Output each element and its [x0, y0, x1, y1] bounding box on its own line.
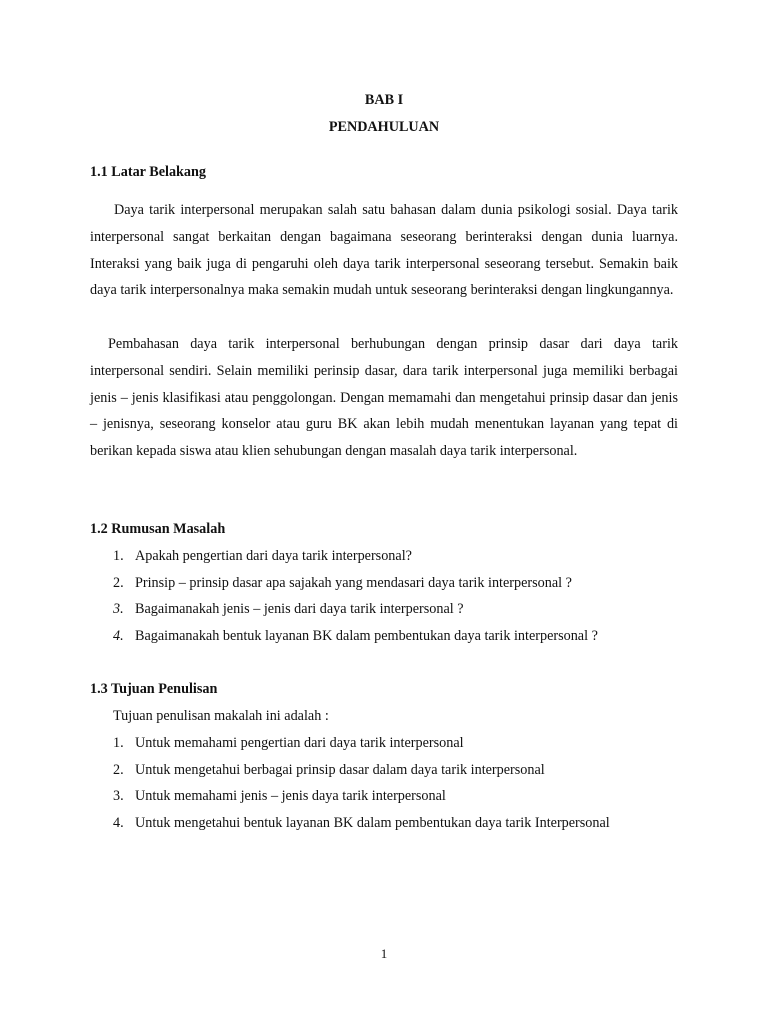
- purpose-intro: Tujuan penulisan makalah ini adalah :: [113, 708, 329, 724]
- section-heading-tujuan-penulisan: 1.3 Tujuan Penulisan: [90, 681, 218, 697]
- chapter-title: PENDAHULUAN: [328, 119, 440, 135]
- list-item: [113, 623, 598, 650]
- list-item: [113, 543, 598, 570]
- problem-list: [113, 543, 598, 649]
- list-text: Untuk mengetahui berbagai prinsip dasar dalam daya tarik interpersonal: [135, 761, 545, 778]
- list-item: [113, 730, 610, 757]
- list-number: 1.: [113, 735, 124, 751]
- list-number: 3.: [113, 601, 124, 618]
- list-item: [113, 757, 610, 784]
- list-text: Untuk memahami jenis – jenis daya tarik interpersonal: [135, 788, 446, 805]
- list-number: 4.: [113, 627, 124, 644]
- list-text: Prinsip – prinsip dasar apa sajakah yang mendasari daya tarik interpersonal ?: [135, 574, 572, 591]
- list-text: Untuk memahami pengertian dari daya tarik interpersonal: [135, 735, 464, 751]
- list-item: [113, 570, 598, 597]
- list-item: [113, 596, 598, 623]
- paragraph-1: Daya tarik interpersonal merupakan salah satu bahasan dalam dunia psikologi sosial. Daya tarik interpersonal sangat berkaitan dengan bagaimana seseorang berinteraksi dengan dunia luarnya. Interaksi yang baik juga di pengaruhi oleh daya tarik interpersonal seseorang tersebut. Semakin baik daya tarik interpersonalnya maka semakin mudah untuk seseorang berinteraksi dengan lingkungannya.: [90, 202, 678, 299]
- list-number: 1.: [113, 548, 124, 564]
- section-heading-latar-belakang: 1.1 Latar Belakang: [90, 164, 207, 180]
- chapter-label: BAB I: [364, 92, 404, 108]
- paragraph-2: Pembahasan daya tarik interpersonal berhubungan dengan prinsip dasar dari daya tarik interpersonal sendiri. Selain memiliki perinsip dasar, dara tarik interpersonal juga memiliki berbagai jenis – jenis klasifikasi atau penggolongan. Dengan memamahi dan mengetahui prinsip dasar dan jenis – jenisnya, seseorang konselor atau guru BK akan lebih mudah menentukan layanan yang tepat di berikan kepada siswa atau klien sehubungan dengan masalah daya tarik interpersonal.: [90, 336, 678, 460]
- list-number: 3.: [113, 788, 124, 805]
- list-item: [113, 810, 610, 837]
- list-text: Untuk mengetahui bentuk layanan BK dalam pembentukan daya tarik Interpersonal: [135, 814, 610, 831]
- list-number: 4.: [113, 814, 124, 831]
- list-text: Bagaimanakah bentuk layanan BK dalam pembentukan daya tarik interpersonal ?: [135, 627, 598, 644]
- list-number: 2.: [113, 574, 124, 591]
- section-heading-rumusan-masalah: 1.2 Rumusan Masalah: [90, 521, 226, 537]
- list-item: [113, 783, 610, 810]
- list-text: Apakah pengertian dari daya tarik interpersonal?: [135, 548, 412, 564]
- list-text: Bagaimanakah jenis – jenis dari daya tarik interpersonal ?: [135, 601, 464, 618]
- page-number: 1: [380, 946, 388, 961]
- list-number: 2.: [113, 761, 124, 778]
- purpose-list: [113, 730, 610, 836]
